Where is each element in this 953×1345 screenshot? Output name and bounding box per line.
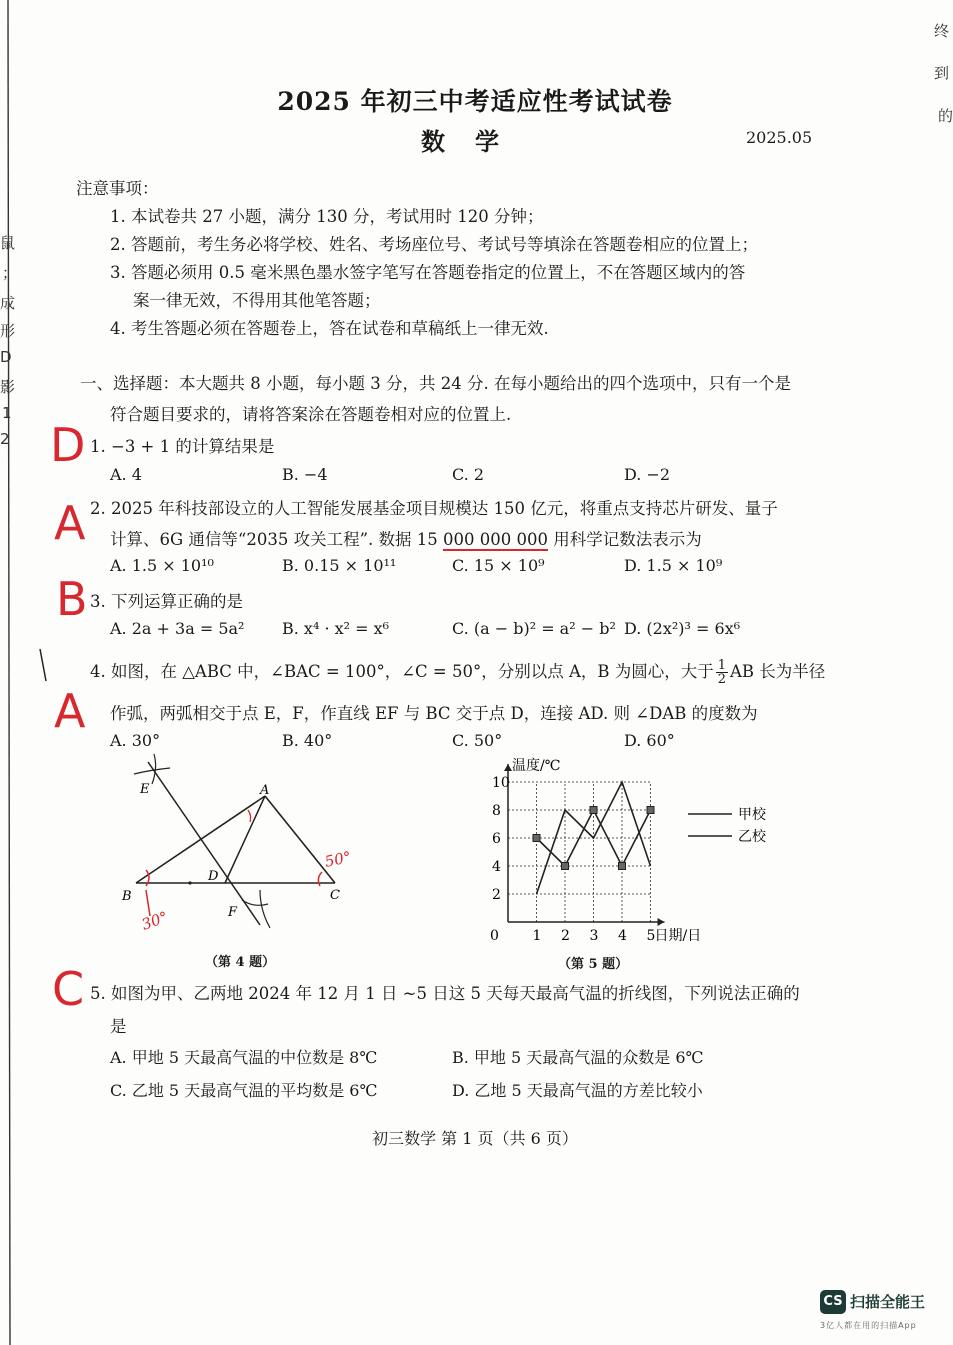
fraction-numerator: 1 — [717, 658, 727, 673]
x-tick-label: 1 — [532, 928, 542, 944]
question-4-cont: 作弧，两弧相交于点 E，F，作直线 EF 与 BC 交于点 D，连接 AD. 则 ∠DAB 的度数为 — [110, 704, 758, 723]
y-tick-label: 10 — [492, 775, 510, 791]
data-point — [562, 863, 569, 870]
notice-heading: 注意事项： — [76, 179, 159, 198]
option: D. 1.5 × 10⁹ — [624, 556, 723, 575]
label-c: C — [330, 888, 340, 903]
question-3: 3. 下列运算正确的是 — [90, 592, 243, 611]
y-tick-label: 2 — [492, 887, 501, 903]
option: A. 30° — [110, 731, 161, 750]
edge-fragment: 到 — [934, 64, 950, 82]
data-point — [619, 863, 626, 870]
handwritten-answer: D — [50, 418, 86, 472]
q2-text-post: 用科学记数法表示为 — [553, 530, 702, 549]
notice-item: 2. 答题前，考生务必将学校、姓名、考场座位号、考试号等填涂在答题卷相应的位置上； — [110, 235, 758, 254]
y-axis-label: 温度/℃ — [512, 758, 561, 774]
option: C. 50° — [452, 731, 503, 750]
edge-fragment: 鼠 — [0, 234, 16, 252]
question-5: 5. 如图为甲、乙两地 2024 年 12 月 1 日 ~5 日这 5 天每天最高气温的折线图，下列说法正确的 — [90, 984, 800, 1003]
x-axis-arrow — [658, 918, 665, 926]
origin-label: 0 — [490, 928, 499, 944]
exam-subject: 数学 — [421, 127, 529, 156]
legend-label: 乙校 — [738, 829, 766, 845]
x-tick-label: 4 — [618, 928, 627, 944]
label-d: D — [208, 869, 219, 884]
edge-fragment: 形 — [0, 322, 16, 340]
figure-5-caption: （第 5 题） — [558, 957, 629, 972]
edge-fragment: 影 — [0, 378, 16, 396]
option: A. 1.5 × 10¹⁰ — [110, 556, 214, 575]
page-footer: 初三数学 第 1 页（共 6 页） — [372, 1129, 578, 1148]
label-a: A — [260, 783, 270, 798]
question-4 — [90, 658, 825, 686]
camscanner-logo: CS — [820, 1290, 846, 1314]
option: A. 4 — [110, 465, 142, 484]
handwritten-answer: A — [54, 684, 86, 738]
option: C. 2 — [452, 465, 485, 484]
option: A. 2a + 3a = 5a² — [110, 619, 245, 638]
option: D. −2 — [624, 465, 671, 484]
option: A. 甲地 5 天最高气温的中位数是 8℃ — [110, 1048, 378, 1067]
question-5-cont: 是 — [110, 1017, 127, 1036]
annotation-c-angle: 50° — [323, 847, 353, 871]
notice-item: 案一律无效，不得用其他笔答题； — [133, 291, 381, 310]
question-1: 1. −3 + 1 的计算结果是 — [90, 437, 275, 456]
y-tick-label: 4 — [492, 859, 501, 875]
option: B. x⁴ · x² = x⁶ — [282, 619, 390, 638]
edge-fragment: 1 — [2, 404, 12, 422]
arc-f2 — [260, 890, 270, 928]
figure-4-caption: （第 4 题） — [205, 955, 276, 970]
q4-text-pre: 4. 如图，在 △ABC 中，∠BAC = 100°，∠C = 50°，分别以点 A，B 为圆心，大于 — [90, 662, 714, 681]
data-point — [533, 835, 540, 842]
option: B. 40° — [282, 731, 333, 750]
camscanner-tagline: 3亿人都在用的扫描App — [820, 1321, 917, 1330]
option: D. 60° — [624, 731, 675, 750]
question-2: 2. 2025 年科技部设立的人工智能发展基金项目规模达 150 亿元，将重点支持芯片研发、量子 — [90, 499, 778, 518]
legend-label: 甲校 — [738, 807, 766, 823]
q2-text-pre: 计算、6G 通信等“2035 攻关工程”. 数据 15 — [110, 530, 438, 549]
edge-fragment: 的 — [938, 107, 953, 125]
label-f: F — [228, 905, 238, 920]
angle-mark-c — [318, 872, 322, 886]
notice-item: 3. 答题必须用 0.5 毫米黑色墨水签字笔写在答题卷指定的位置上，不在答题区域内的答 — [110, 263, 746, 282]
section-heading: 一、选择题：本大题共 8 小题，每小题 3 分，共 24 分. 在每小题给出的四个选项中，只有一个是 — [80, 374, 791, 393]
q2-underlined-number: 000 000 000 — [443, 530, 548, 549]
section-heading-cont: 符合题目要求的，请将答案涂在答题卷相对应的位置上. — [110, 405, 512, 424]
temperature-line-chart — [460, 752, 790, 952]
data-point — [647, 807, 654, 814]
annotation-b-angle: 30° — [139, 907, 171, 934]
notice-item: 1. 本试卷共 27 小题，满分 130 分，考试用时 120 分钟； — [110, 207, 544, 226]
triangle-figure — [110, 750, 370, 940]
midpoint-dot — [188, 881, 191, 884]
edge-fragment: 2 — [0, 430, 10, 448]
y-axis-arrow — [504, 764, 512, 771]
y-tick-label: 8 — [492, 803, 501, 819]
edge-fragment: D — [0, 348, 12, 366]
edge-fragment: ； — [2, 264, 18, 282]
option: D. 乙地 5 天最高气温的方差比较小 — [452, 1081, 703, 1100]
option: C. 15 × 10⁹ — [452, 556, 545, 575]
handwritten-answer: B — [56, 572, 88, 626]
edge-fragment: 终 — [934, 22, 950, 40]
option: C. 乙地 5 天最高气温的平均数是 6℃ — [110, 1081, 378, 1100]
fraction — [716, 659, 728, 686]
handwritten-answer: C — [52, 962, 85, 1016]
data-point — [590, 807, 597, 814]
option: B. 甲地 5 天最高气温的众数是 6℃ — [452, 1048, 704, 1067]
label-b: B — [122, 889, 132, 904]
question-2-cont — [110, 526, 702, 550]
handwritten-answer: A — [54, 496, 86, 550]
option: B. −4 — [282, 465, 328, 484]
x-tick-label: 5 — [646, 928, 656, 944]
notice-item: 4. 考生答题必须在答题卷上，答在试卷和草稿纸上一律无效. — [110, 319, 549, 338]
x-tick-label: 3 — [589, 928, 599, 944]
option: D. (2x²)³ = 6x⁶ — [624, 619, 741, 638]
y-tick-label: 6 — [492, 831, 501, 847]
side-ac — [265, 796, 335, 883]
hand-tick-mark — [36, 645, 52, 685]
fraction-denominator: 2 — [717, 672, 727, 687]
camscanner-name: 扫描全能王 — [850, 1293, 926, 1311]
q4-text-post: AB 长为半径 — [730, 662, 826, 681]
option: C. (a − b)² = a² − b² — [452, 619, 616, 638]
x-axis-label: 日期/日 — [654, 928, 702, 944]
label-e: E — [140, 782, 150, 797]
exam-title: 2025 年初三中考适应性考试试卷 — [277, 87, 673, 116]
option: B. 0.15 × 10¹¹ — [282, 556, 397, 575]
x-tick-label: 2 — [561, 928, 570, 944]
exam-date: 2025.05 — [746, 128, 813, 147]
angle-mark-a — [248, 810, 251, 822]
edge-fragment: 成 — [0, 294, 16, 312]
